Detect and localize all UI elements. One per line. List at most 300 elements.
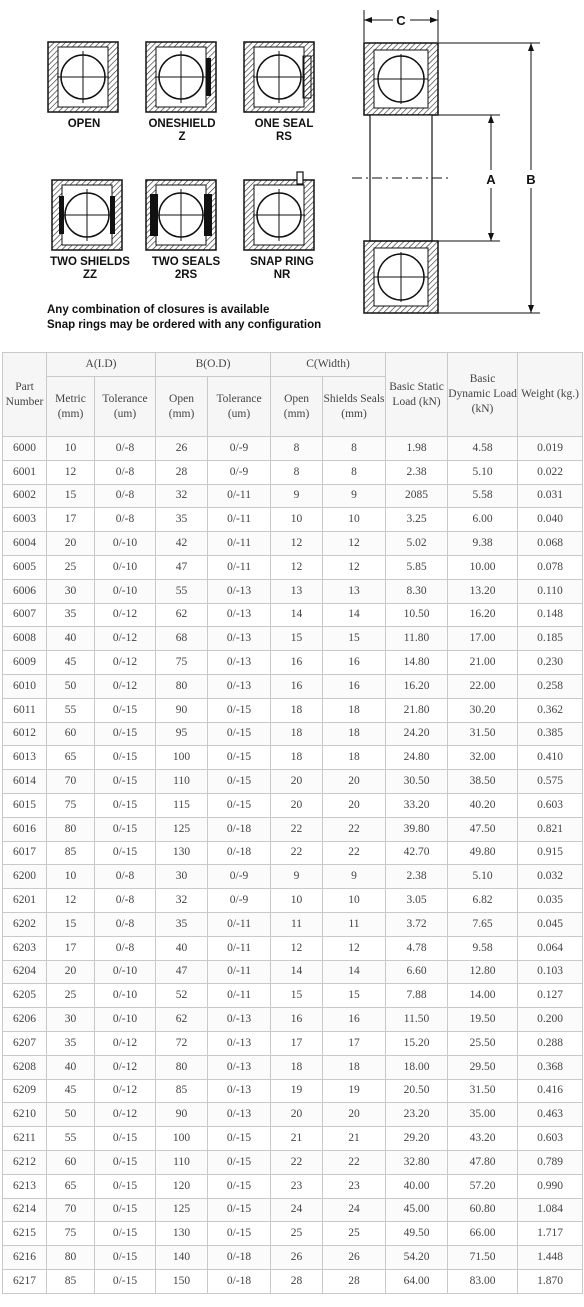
cell-id-tolerance: 0/-12 bbox=[95, 674, 156, 698]
variant-twoseals-label: TWO SEALS bbox=[151, 256, 221, 268]
cell-id-metric: 35 bbox=[47, 1031, 95, 1055]
variant-twoseals-drawing bbox=[146, 180, 216, 250]
cell-weight: 0.603 bbox=[518, 1127, 583, 1151]
cell-part-number: 6206 bbox=[3, 1008, 47, 1032]
cell-id-tolerance: 0/-15 bbox=[95, 841, 156, 865]
table-row bbox=[3, 627, 583, 651]
cell-part-number: 6012 bbox=[3, 722, 47, 746]
cell-width-shields: 11 bbox=[323, 912, 386, 936]
cell-id-tolerance: 0/-15 bbox=[95, 1222, 156, 1246]
cell-width-open: 20 bbox=[271, 770, 323, 794]
cell-static-load: 11.80 bbox=[386, 627, 448, 651]
cell-width-shields: 19 bbox=[323, 1079, 386, 1103]
cell-od-open: 80 bbox=[156, 1055, 208, 1079]
cell-static-load: 24.80 bbox=[386, 746, 448, 770]
cell-od-tolerance: 0/-11 bbox=[208, 936, 271, 960]
cell-od-open: 100 bbox=[156, 1127, 208, 1151]
cell-width-open: 18 bbox=[271, 698, 323, 722]
cell-static-load: 54.20 bbox=[386, 1246, 448, 1270]
cell-dynamic-load: 29.50 bbox=[448, 1055, 518, 1079]
variant-oneseal-code: RS bbox=[276, 131, 292, 143]
cell-id-tolerance: 0/-15 bbox=[95, 1127, 156, 1151]
cell-weight: 0.258 bbox=[518, 674, 583, 698]
table-row bbox=[3, 460, 583, 484]
dimension-a-label: A bbox=[486, 172, 496, 187]
cell-width-shields: 12 bbox=[323, 936, 386, 960]
table-row bbox=[3, 1174, 583, 1198]
cell-static-load: 32.80 bbox=[386, 1150, 448, 1174]
header-od-open: Open (mm) bbox=[156, 377, 208, 437]
cell-part-number: 6213 bbox=[3, 1174, 47, 1198]
cell-dynamic-load: 83.00 bbox=[448, 1269, 518, 1293]
cell-id-tolerance: 0/-15 bbox=[95, 1269, 156, 1293]
cell-width-open: 22 bbox=[271, 1150, 323, 1174]
cell-od-open: 85 bbox=[156, 1079, 208, 1103]
cell-width-shields: 14 bbox=[323, 960, 386, 984]
cell-od-open: 32 bbox=[156, 484, 208, 508]
cell-dynamic-load: 17.00 bbox=[448, 627, 518, 651]
cell-id-tolerance: 0/-10 bbox=[95, 984, 156, 1008]
cell-width-shields: 18 bbox=[323, 698, 386, 722]
cell-static-load: 24.20 bbox=[386, 722, 448, 746]
cell-dynamic-load: 4.58 bbox=[448, 437, 518, 461]
cell-id-tolerance: 0/-10 bbox=[95, 532, 156, 556]
cell-weight: 0.185 bbox=[518, 627, 583, 651]
cell-width-shields: 21 bbox=[323, 1127, 386, 1151]
cell-width-shields: 18 bbox=[323, 1055, 386, 1079]
cell-id-metric: 35 bbox=[47, 603, 95, 627]
cell-od-tolerance: 0/-15 bbox=[208, 1127, 271, 1151]
cell-dynamic-load: 60.80 bbox=[448, 1198, 518, 1222]
cell-dynamic-load: 9.58 bbox=[448, 936, 518, 960]
cell-id-metric: 80 bbox=[47, 817, 95, 841]
cell-width-open: 12 bbox=[271, 555, 323, 579]
cell-width-open: 15 bbox=[271, 984, 323, 1008]
cell-width-open: 12 bbox=[271, 936, 323, 960]
variant-oneshield-code: Z bbox=[178, 131, 186, 143]
table-row bbox=[3, 889, 583, 913]
cell-dynamic-load: 32.00 bbox=[448, 746, 518, 770]
cell-od-tolerance: 0/-11 bbox=[208, 532, 271, 556]
cell-dynamic-load: 5.10 bbox=[448, 460, 518, 484]
cell-id-metric: 45 bbox=[47, 1079, 95, 1103]
cell-od-open: 90 bbox=[156, 698, 208, 722]
cell-width-open: 9 bbox=[271, 865, 323, 889]
cell-part-number: 6207 bbox=[3, 1031, 47, 1055]
cell-width-shields: 22 bbox=[323, 1150, 386, 1174]
cell-weight: 0.821 bbox=[518, 817, 583, 841]
cell-width-shields: 22 bbox=[323, 817, 386, 841]
cell-od-tolerance: 0/-9 bbox=[208, 889, 271, 913]
cell-static-load: 3.72 bbox=[386, 912, 448, 936]
cell-od-open: 75 bbox=[156, 651, 208, 675]
cell-id-metric: 65 bbox=[47, 1174, 95, 1198]
cell-od-tolerance: 0/-13 bbox=[208, 579, 271, 603]
cell-width-open: 20 bbox=[271, 1103, 323, 1127]
cell-weight: 0.064 bbox=[518, 936, 583, 960]
table-row bbox=[3, 532, 583, 556]
cell-width-open: 18 bbox=[271, 1055, 323, 1079]
cell-weight: 1.870 bbox=[518, 1269, 583, 1293]
cell-part-number: 6200 bbox=[3, 865, 47, 889]
cell-od-tolerance: 0/-11 bbox=[208, 984, 271, 1008]
cell-id-metric: 60 bbox=[47, 722, 95, 746]
cell-od-open: 130 bbox=[156, 841, 208, 865]
bearing-spec-table bbox=[2, 352, 583, 1294]
table-row bbox=[3, 960, 583, 984]
cell-static-load: 5.02 bbox=[386, 532, 448, 556]
cell-static-load: 40.00 bbox=[386, 1174, 448, 1198]
cell-od-open: 130 bbox=[156, 1222, 208, 1246]
table-row bbox=[3, 1008, 583, 1032]
cell-weight: 0.127 bbox=[518, 984, 583, 1008]
cell-width-open: 28 bbox=[271, 1269, 323, 1293]
cell-od-open: 140 bbox=[156, 1246, 208, 1270]
variant-open-label: OPEN bbox=[67, 118, 101, 130]
cell-static-load: 39.80 bbox=[386, 817, 448, 841]
cell-od-open: 47 bbox=[156, 960, 208, 984]
cell-id-tolerance: 0/-8 bbox=[95, 508, 156, 532]
header-static-load: Basic Static Load (kN) bbox=[386, 353, 448, 437]
cell-part-number: 6015 bbox=[3, 793, 47, 817]
header-width-shields: Shields Seals (mm) bbox=[323, 377, 386, 437]
cell-od-open: 40 bbox=[156, 936, 208, 960]
header-width-open: Open (mm) bbox=[271, 377, 323, 437]
cell-part-number: 6009 bbox=[3, 651, 47, 675]
cell-width-open: 14 bbox=[271, 960, 323, 984]
cell-weight: 0.035 bbox=[518, 889, 583, 913]
cell-id-tolerance: 0/-15 bbox=[95, 746, 156, 770]
cell-id-tolerance: 0/-12 bbox=[95, 1055, 156, 1079]
cell-width-shields: 15 bbox=[323, 627, 386, 651]
cell-od-open: 32 bbox=[156, 889, 208, 913]
spec-table-body bbox=[3, 437, 583, 1294]
cell-od-open: 72 bbox=[156, 1031, 208, 1055]
cell-id-metric: 75 bbox=[47, 793, 95, 817]
cell-weight: 0.022 bbox=[518, 460, 583, 484]
cell-static-load: 64.00 bbox=[386, 1269, 448, 1293]
header-weight: Weight (kg.) bbox=[518, 353, 583, 437]
cell-od-open: 90 bbox=[156, 1103, 208, 1127]
cell-od-tolerance: 0/-18 bbox=[208, 841, 271, 865]
table-row bbox=[3, 603, 583, 627]
cell-od-tolerance: 0/-13 bbox=[208, 627, 271, 651]
cell-static-load: 23.20 bbox=[386, 1103, 448, 1127]
variant-open-drawing bbox=[48, 42, 118, 112]
cell-weight: 0.463 bbox=[518, 1103, 583, 1127]
cell-dynamic-load: 21.00 bbox=[448, 651, 518, 675]
cell-id-tolerance: 0/-15 bbox=[95, 698, 156, 722]
cell-width-shields: 12 bbox=[323, 532, 386, 556]
cell-part-number: 6204 bbox=[3, 960, 47, 984]
variant-oneshield-drawing bbox=[146, 42, 216, 112]
cell-od-open: 42 bbox=[156, 532, 208, 556]
cell-part-number: 6217 bbox=[3, 1269, 47, 1293]
closure-note: Any combination of closures is available bbox=[47, 304, 270, 316]
cell-weight: 0.915 bbox=[518, 841, 583, 865]
table-row bbox=[3, 674, 583, 698]
cell-width-shields: 20 bbox=[323, 793, 386, 817]
table-row bbox=[3, 817, 583, 841]
cell-id-tolerance: 0/-15 bbox=[95, 1174, 156, 1198]
cell-weight: 0.575 bbox=[518, 770, 583, 794]
cell-od-tolerance: 0/-11 bbox=[208, 484, 271, 508]
cell-od-open: 110 bbox=[156, 770, 208, 794]
cell-weight: 1.717 bbox=[518, 1222, 583, 1246]
cell-id-metric: 65 bbox=[47, 746, 95, 770]
table-row bbox=[3, 698, 583, 722]
cell-od-open: 125 bbox=[156, 817, 208, 841]
cell-width-open: 10 bbox=[271, 889, 323, 913]
cell-dynamic-load: 31.50 bbox=[448, 722, 518, 746]
cell-dynamic-load: 30.20 bbox=[448, 698, 518, 722]
cell-od-tolerance: 0/-15 bbox=[208, 770, 271, 794]
cell-id-tolerance: 0/-12 bbox=[95, 1031, 156, 1055]
table-row bbox=[3, 651, 583, 675]
cell-od-tolerance: 0/-9 bbox=[208, 865, 271, 889]
cell-dynamic-load: 25.50 bbox=[448, 1031, 518, 1055]
cell-od-tolerance: 0/-18 bbox=[208, 817, 271, 841]
cell-id-metric: 20 bbox=[47, 532, 95, 556]
table-row bbox=[3, 1198, 583, 1222]
cell-id-tolerance: 0/-15 bbox=[95, 770, 156, 794]
cell-part-number: 6201 bbox=[3, 889, 47, 913]
cell-dynamic-load: 6.82 bbox=[448, 889, 518, 913]
table-row bbox=[3, 936, 583, 960]
table-row bbox=[3, 722, 583, 746]
table-row bbox=[3, 984, 583, 1008]
cell-id-tolerance: 0/-8 bbox=[95, 865, 156, 889]
cell-weight: 0.288 bbox=[518, 1031, 583, 1055]
cell-dynamic-load: 6.00 bbox=[448, 508, 518, 532]
cell-id-metric: 55 bbox=[47, 1127, 95, 1151]
cell-dynamic-load: 16.20 bbox=[448, 603, 518, 627]
cell-static-load: 10.50 bbox=[386, 603, 448, 627]
cell-weight: 0.789 bbox=[518, 1150, 583, 1174]
cell-id-tolerance: 0/-15 bbox=[95, 817, 156, 841]
cell-id-metric: 85 bbox=[47, 841, 95, 865]
table-row bbox=[3, 555, 583, 579]
variant-twoshields-drawing bbox=[52, 180, 122, 250]
cell-width-open: 9 bbox=[271, 484, 323, 508]
table-row bbox=[3, 770, 583, 794]
cell-static-load: 18.00 bbox=[386, 1055, 448, 1079]
table-row bbox=[3, 579, 583, 603]
cell-width-shields: 9 bbox=[323, 484, 386, 508]
variant-snapring-label: SNAP RING bbox=[250, 256, 314, 268]
cell-od-tolerance: 0/-11 bbox=[208, 555, 271, 579]
table-row bbox=[3, 1127, 583, 1151]
cell-static-load: 49.50 bbox=[386, 1222, 448, 1246]
cell-width-shields: 12 bbox=[323, 555, 386, 579]
variant-snapring-drawing bbox=[244, 172, 314, 250]
cell-width-open: 13 bbox=[271, 579, 323, 603]
cell-static-load: 1.98 bbox=[386, 437, 448, 461]
cell-dynamic-load: 40.20 bbox=[448, 793, 518, 817]
cell-weight: 0.078 bbox=[518, 555, 583, 579]
cell-static-load: 45.00 bbox=[386, 1198, 448, 1222]
cell-od-open: 52 bbox=[156, 984, 208, 1008]
cell-id-metric: 15 bbox=[47, 912, 95, 936]
cell-part-number: 6211 bbox=[3, 1127, 47, 1151]
table-row bbox=[3, 746, 583, 770]
cell-width-shields: 8 bbox=[323, 460, 386, 484]
cell-width-open: 10 bbox=[271, 508, 323, 532]
cell-id-tolerance: 0/-12 bbox=[95, 1103, 156, 1127]
cell-id-metric: 45 bbox=[47, 651, 95, 675]
cell-part-number: 6202 bbox=[3, 912, 47, 936]
cell-id-metric: 12 bbox=[47, 460, 95, 484]
cell-dynamic-load: 5.58 bbox=[448, 484, 518, 508]
cell-part-number: 6014 bbox=[3, 770, 47, 794]
variant-twoshields-label: TWO SHIELDS bbox=[50, 256, 130, 268]
cell-width-shields: 13 bbox=[323, 579, 386, 603]
cell-id-tolerance: 0/-15 bbox=[95, 1150, 156, 1174]
cell-width-shields: 20 bbox=[323, 1103, 386, 1127]
table-row bbox=[3, 1246, 583, 1270]
cell-static-load: 4.78 bbox=[386, 936, 448, 960]
cell-width-open: 22 bbox=[271, 841, 323, 865]
cell-id-metric: 15 bbox=[47, 484, 95, 508]
cell-od-tolerance: 0/-13 bbox=[208, 1079, 271, 1103]
cell-width-open: 25 bbox=[271, 1222, 323, 1246]
cell-id-metric: 55 bbox=[47, 698, 95, 722]
cell-width-open: 8 bbox=[271, 460, 323, 484]
cell-od-tolerance: 0/-15 bbox=[208, 722, 271, 746]
cell-width-open: 16 bbox=[271, 651, 323, 675]
cell-id-tolerance: 0/-15 bbox=[95, 1198, 156, 1222]
cell-id-metric: 60 bbox=[47, 1150, 95, 1174]
cell-static-load: 6.60 bbox=[386, 960, 448, 984]
cell-static-load: 2085 bbox=[386, 484, 448, 508]
cell-static-load: 21.80 bbox=[386, 698, 448, 722]
cell-od-open: 80 bbox=[156, 674, 208, 698]
cell-od-open: 110 bbox=[156, 1150, 208, 1174]
cell-od-open: 47 bbox=[156, 555, 208, 579]
cell-width-shields: 16 bbox=[323, 1008, 386, 1032]
cell-part-number: 6001 bbox=[3, 460, 47, 484]
cell-od-tolerance: 0/-15 bbox=[208, 746, 271, 770]
cell-od-tolerance: 0/-13 bbox=[208, 1031, 271, 1055]
cell-od-tolerance: 0/-15 bbox=[208, 698, 271, 722]
cell-width-shields: 9 bbox=[323, 865, 386, 889]
cell-weight: 0.031 bbox=[518, 484, 583, 508]
table-row bbox=[3, 1055, 583, 1079]
table-row bbox=[3, 865, 583, 889]
cell-od-tolerance: 0/-13 bbox=[208, 603, 271, 627]
cell-dynamic-load: 66.00 bbox=[448, 1222, 518, 1246]
cell-dynamic-load: 13.20 bbox=[448, 579, 518, 603]
cell-weight: 1.448 bbox=[518, 1246, 583, 1270]
cell-od-open: 35 bbox=[156, 912, 208, 936]
cell-part-number: 6004 bbox=[3, 532, 47, 556]
cell-od-open: 62 bbox=[156, 603, 208, 627]
cell-id-tolerance: 0/-8 bbox=[95, 437, 156, 461]
variant-twoseals-code: 2RS bbox=[174, 269, 198, 281]
cell-od-tolerance: 0/-13 bbox=[208, 1103, 271, 1127]
cell-dynamic-load: 57.20 bbox=[448, 1174, 518, 1198]
cell-od-tolerance: 0/-13 bbox=[208, 1008, 271, 1032]
cell-width-open: 12 bbox=[271, 532, 323, 556]
cell-static-load: 42.70 bbox=[386, 841, 448, 865]
cell-width-shields: 16 bbox=[323, 674, 386, 698]
cell-dynamic-load: 49.80 bbox=[448, 841, 518, 865]
cell-weight: 0.040 bbox=[518, 508, 583, 532]
variant-oneshield-label: ONESHIELD bbox=[148, 118, 216, 130]
cell-weight: 0.230 bbox=[518, 651, 583, 675]
table-row bbox=[3, 1269, 583, 1293]
cell-od-open: 100 bbox=[156, 746, 208, 770]
cell-id-metric: 10 bbox=[47, 865, 95, 889]
cell-dynamic-load: 38.50 bbox=[448, 770, 518, 794]
header-id-metric: Metric (mm) bbox=[47, 377, 95, 437]
cell-od-tolerance: 0/-18 bbox=[208, 1269, 271, 1293]
cell-id-metric: 10 bbox=[47, 437, 95, 461]
cell-width-open: 18 bbox=[271, 722, 323, 746]
cell-part-number: 6208 bbox=[3, 1055, 47, 1079]
cell-dynamic-load: 31.50 bbox=[448, 1079, 518, 1103]
cell-id-tolerance: 0/-8 bbox=[95, 936, 156, 960]
variant-snapring-code: NR bbox=[273, 269, 291, 281]
cell-od-open: 95 bbox=[156, 722, 208, 746]
cell-part-number: 6209 bbox=[3, 1079, 47, 1103]
cell-weight: 0.368 bbox=[518, 1055, 583, 1079]
cell-od-tolerance: 0/-9 bbox=[208, 437, 271, 461]
cell-id-metric: 12 bbox=[47, 889, 95, 913]
cell-static-load: 2.38 bbox=[386, 460, 448, 484]
cell-part-number: 6017 bbox=[3, 841, 47, 865]
cell-dynamic-load: 43.20 bbox=[448, 1127, 518, 1151]
cell-width-shields: 20 bbox=[323, 770, 386, 794]
cell-width-shields: 18 bbox=[323, 746, 386, 770]
table-row bbox=[3, 793, 583, 817]
cell-part-number: 6008 bbox=[3, 627, 47, 651]
cell-width-shields: 23 bbox=[323, 1174, 386, 1198]
cell-od-open: 26 bbox=[156, 437, 208, 461]
cell-width-open: 22 bbox=[271, 817, 323, 841]
cell-static-load: 11.50 bbox=[386, 1008, 448, 1032]
cell-id-metric: 25 bbox=[47, 984, 95, 1008]
cell-width-shields: 10 bbox=[323, 889, 386, 913]
cell-weight: 0.990 bbox=[518, 1174, 583, 1198]
cell-static-load: 16.20 bbox=[386, 674, 448, 698]
cell-width-shields: 24 bbox=[323, 1198, 386, 1222]
cell-width-shields: 28 bbox=[323, 1269, 386, 1293]
cell-width-open: 21 bbox=[271, 1127, 323, 1151]
cell-part-number: 6011 bbox=[3, 698, 47, 722]
cell-width-open: 26 bbox=[271, 1246, 323, 1270]
cell-od-open: 125 bbox=[156, 1198, 208, 1222]
table-row bbox=[3, 437, 583, 461]
cell-weight: 0.110 bbox=[518, 579, 583, 603]
cell-id-metric: 70 bbox=[47, 770, 95, 794]
cell-part-number: 6210 bbox=[3, 1103, 47, 1127]
cell-od-tolerance: 0/-13 bbox=[208, 674, 271, 698]
cell-dynamic-load: 9.38 bbox=[448, 532, 518, 556]
cell-id-metric: 30 bbox=[47, 1008, 95, 1032]
cell-id-metric: 70 bbox=[47, 1198, 95, 1222]
cell-weight: 0.200 bbox=[518, 1008, 583, 1032]
cell-part-number: 6002 bbox=[3, 484, 47, 508]
cell-id-tolerance: 0/-8 bbox=[95, 484, 156, 508]
cell-dynamic-load: 19.50 bbox=[448, 1008, 518, 1032]
cell-od-tolerance: 0/-15 bbox=[208, 1198, 271, 1222]
cell-part-number: 6010 bbox=[3, 674, 47, 698]
cell-dynamic-load: 35.00 bbox=[448, 1103, 518, 1127]
cell-width-shields: 14 bbox=[323, 603, 386, 627]
cell-width-open: 17 bbox=[271, 1031, 323, 1055]
cell-part-number: 6212 bbox=[3, 1150, 47, 1174]
